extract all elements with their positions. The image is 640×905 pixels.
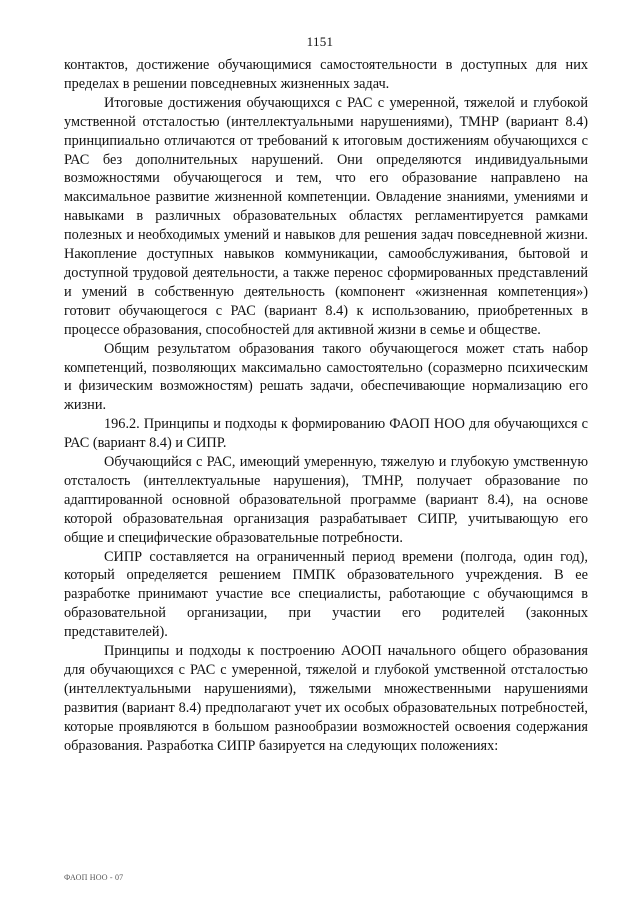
paragraph-continuation: контактов, достижение обучающимися самостоятельности в доступных для них пределах в решении повседневных жизненных задач. [64, 57, 588, 92]
paragraph-sipr-period: СИПР составляется на ограниченный период времени (полгода, один год), который определяется решением ПМПК образовательного учреждения. В ее разработке принимают участие все специалисты, работающие с обучающимся в образовательной организации, при участии его родителей (законных представителей). [64, 548, 588, 641]
paragraph-student-education: Обучающийся с РАС, имеющий умеренную, тяжелую и глубокую умственную отсталость (интеллектуальные нарушения), ТМНР, получает образование по адаптированной основной образовательной программе (вариант 8.4), на основе которой образовательная организация разрабатывает СИПР, учитывающую его общие и специфические образовательные потребности. [64, 454, 588, 546]
paragraph-general-result: Общим результатом образования такого обучающегося может стать набор компетенций, позволяющих максимально самостоятельно (соразмерно психическим и физическим возможностям) решать задачи, обеспечивающие нормализацию его жизни. [64, 340, 588, 414]
page-number: 1151 [306, 34, 334, 49]
paragraph-aoop-principles: Принципы и подходы к построению АООП начального общего образования для обучающихся с РАС с умеренной, тяжелой и глубокой умственной отсталостью (интеллектуальными нарушениями), тяжелыми множественными нарушениями развития (вариант 8.4) предполагают учет их особых образовательных потребностей, которые проявляются в большом разнообразии возможностей освоения содержания образования. Разработка СИПР базируется на следующих положениях: [64, 643, 588, 754]
paragraph-final-achievements: Итоговые достижения обучающихся с РАС с умеренной, тяжелой и глубокой умственной отсталостью (интеллектуальными нарушениями), ТМНР (вариант 8.4) принципиально отличаются от требований к итоговым достижениям обучающихся с РАС без дополнительных нарушений. Они определяются индивидуальными возможностями обучающегося и тем, что его образование направлено на максимальное развитие жизненной компетенции. Овладение знаниями, умениями и навыками в различных образовательных областях регламентируется рамками полезных и необходимых умений и навыков для решения задач повседневной жизни. Накопление доступных навыков коммуникации, самообслуживания, бытовой и доступной трудовой деятельности, а также перенос сформированных представлений и умений в собственную деятельность (компонент «жизненная компетенция») готовит обучающегося с РАС (вариант 8.4) к использованию, приобретенных в процессе образования, способностей для активной жизни в семье и обществе. [64, 94, 588, 338]
section-heading-196-2: 196.2. Принципы и подходы к формированию ФАОП НОО для обучающихся с РАС (вариант 8.4) и СИПР. [64, 416, 588, 452]
footer-document-code: ФАОП НОО - 07 [64, 873, 124, 882]
document-body [64, 56, 588, 756]
